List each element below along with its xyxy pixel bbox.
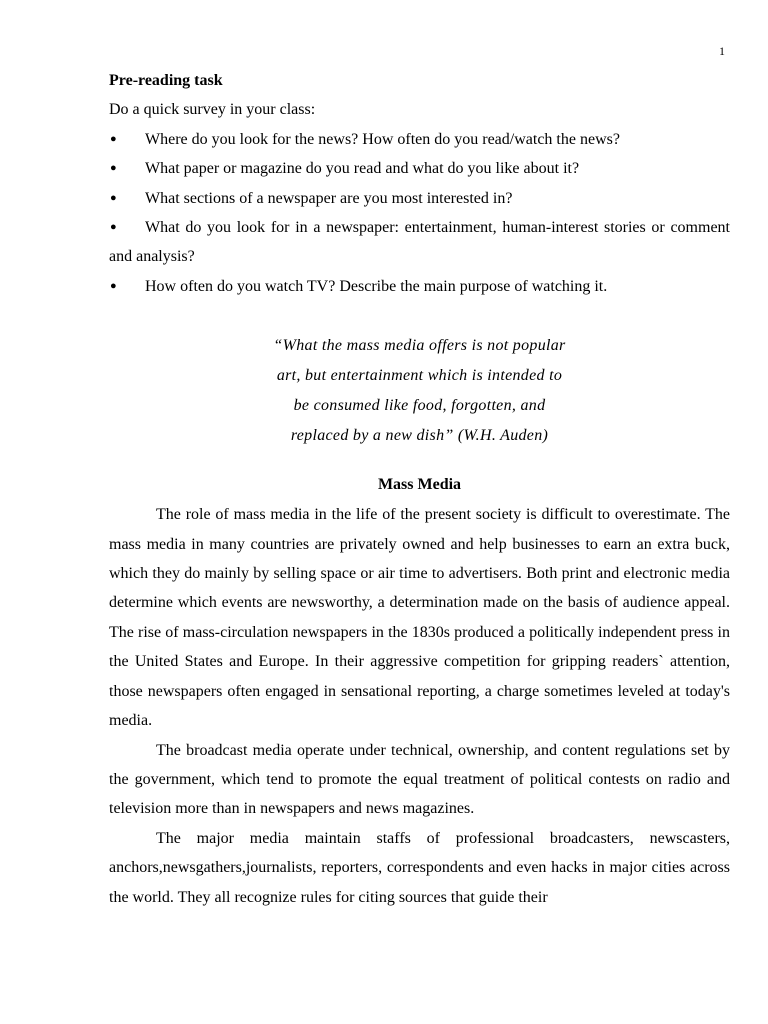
list-item <box>109 213 730 272</box>
epigraph-quote <box>240 331 600 451</box>
survey-question: How often do you watch TV? Describe the main purpose of watching it. <box>145 277 608 295</box>
quote-line: replaced by a new dish” (W.H. Auden) <box>290 427 549 445</box>
list-item <box>109 184 730 213</box>
article-title: Mass Media <box>377 476 462 494</box>
bullet-icon: ● <box>110 279 117 292</box>
survey-question: Where do you look for the news? How often do you read/watch the news? <box>145 130 620 148</box>
article-paragraph: The role of mass media in the life of the present society is difficult to overestimate. The mass media in many countries are privately owned and help businesses to earn an extra buck, which they do mainly by selling space or air time to advertisers. Both print and electronic media determine which events are newsworthy, a determination made on the basis of audience appeal. The rise of mass-circulation newspapers in the 1830s produced a politically independent press in the United States and Europe. In their aggressive competition for gripping readers` attention, those newspapers often engaged in sensational reporting, a charge sometimes leveled at today's media. <box>109 506 730 730</box>
quote-line: be consumed like food, forgotten, and <box>293 397 546 415</box>
bullet-icon: ● <box>110 221 117 234</box>
list-item <box>109 154 730 183</box>
bullet-icon: ● <box>110 191 117 204</box>
page-content <box>109 66 730 912</box>
bullet-icon: ● <box>110 162 117 175</box>
quote-line: art, but entertainment which is intended to <box>276 367 563 385</box>
quote-line: “What the mass media offers is not popular <box>273 337 566 355</box>
article-paragraph: The major media maintain staffs of professional broadcasters, newscasters, anchors,newsgathers,journalists, reporters, correspondents and even hacks in major cities across the world. They all recognize rules for citing sources that guide their <box>109 829 730 906</box>
survey-question: What sections of a newspaper are you most interested in? <box>145 189 513 207</box>
survey-question: What do you look for in a newspaper: entertainment, human-interest stories or comment and analysis? <box>109 219 730 266</box>
list-item <box>109 272 730 301</box>
list-item <box>109 125 730 154</box>
bullet-icon: ● <box>110 132 117 145</box>
survey-intro: Do a quick survey in your class: <box>109 101 316 119</box>
article-paragraph: The broadcast media operate under technical, ownership, and content regulations set by the government, which tend to promote the equal treatment of political contests on radio and television more than in newspapers and news magazines. <box>109 741 730 818</box>
pre-reading-heading: Pre-reading task <box>109 72 223 89</box>
page-number: 1 <box>719 44 725 58</box>
survey-question: What paper or magazine do you read and what do you like about it? <box>145 160 580 178</box>
survey-question-list <box>109 125 730 301</box>
